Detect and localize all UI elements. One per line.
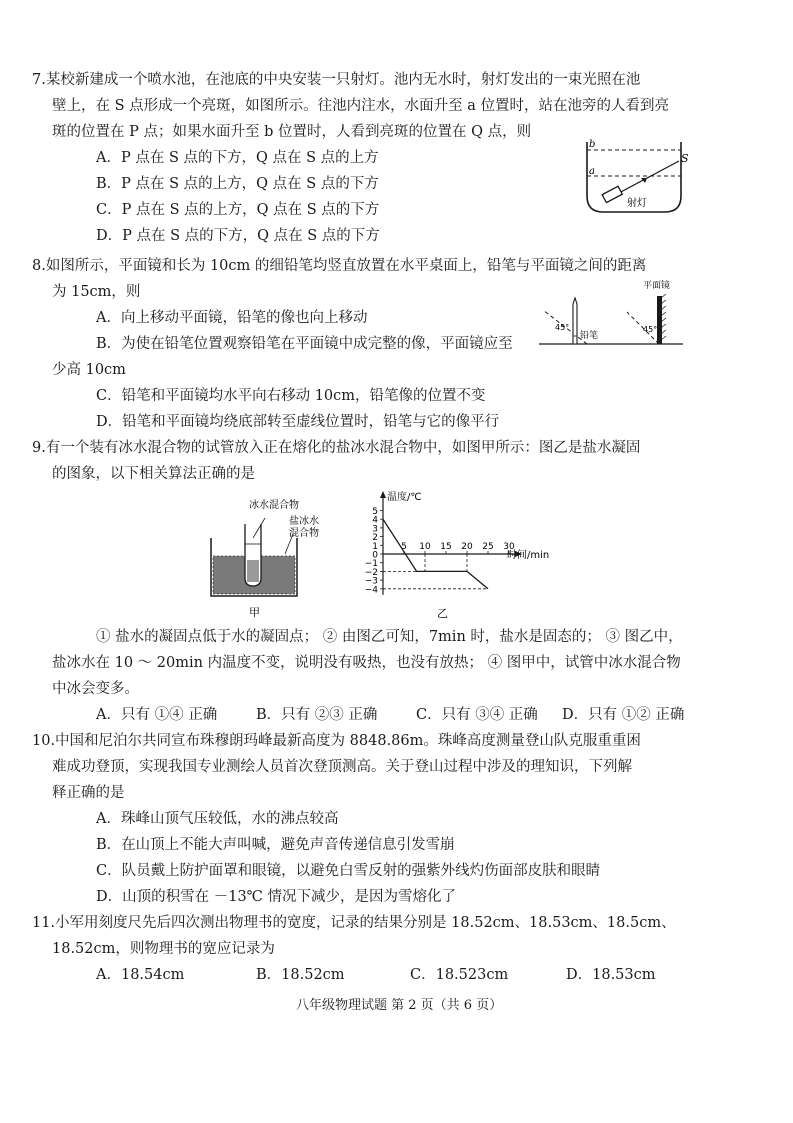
q9-statement-line-1: ① 盐水的凝固点低于水的凝固点； ② 由图乙可知，7min 时，盐水是固态的； ③ 图乙中， (96, 629, 683, 645)
chart-y-tick-label: 1 (372, 541, 378, 552)
chart-y-tick-label: 0 (372, 550, 378, 561)
q7-line-3: 斑的位置在 P 点；如果水面升至 b 位置时，人看到亮斑的位置在 Q 点，则 (52, 124, 532, 140)
q7-line-1: 7.某校新建成一个喷水池，在池底的中央安装一只射灯。池内无水时，射灯发出的一束光照在池 (32, 72, 641, 88)
q9-statement-line-2: 盐冰水在 10 ～ 20min 内温度不变，说明没有吸热，也没有放热； ④ 图甲中，试管中冰水混合物 (52, 655, 681, 671)
chart-x-tick-label: 20 (461, 542, 473, 552)
q7-fig-label-b: b (589, 139, 596, 150)
q9-fig-jia-caption: 甲 (249, 606, 260, 619)
q9-statement-line-3: 中冰会变多。 (52, 681, 139, 697)
q8-option-b-line-2: 少高 10cm (52, 362, 126, 378)
q7-option-a: A．P 点在 S 点的下方，Q 点在 S 点的上方 (96, 150, 379, 166)
q9-line-2: 的图象，以下相关算法正确的是 (52, 466, 255, 482)
q10-line-3: 释正确的是 (52, 785, 125, 801)
q7-line-2: 壁上，在 S 点形成一个亮斑，如图所示。往池内注水，水面升至 a 位置时，站在池旁的人看到亮 (52, 98, 670, 114)
q9-fig-jia-ice-label: 冰水混合物 (249, 500, 299, 511)
q7-fig-label-a: a (589, 166, 595, 177)
q7-option-d: D．P 点在 S 点的下方，Q 点在 S 点的下方 (96, 228, 380, 244)
q10-line-2: 难成功登顶，实现我国专业测绘人员首次登顶测高。关于登山过程中涉及的理知识，下列解 (52, 759, 632, 775)
q7-option-b: B．P 点在 S 点的上方，Q 点在 S 点的下方 (96, 176, 379, 192)
chart-y-tick-label: −1 (364, 559, 378, 570)
q10-option-a: A．珠峰山顶气压较低，水的沸点较高 (96, 811, 339, 827)
q7-pool-figure (575, 138, 695, 218)
q9-option-a: A．只有 ①④ 正确 (96, 707, 218, 723)
chart-x-tick-label: 30 (503, 542, 515, 552)
chart-x-tick-label: 5 (401, 542, 407, 552)
chart-x-axis-label: 时间/min (507, 550, 550, 561)
chart-y-axis-label: 温度/℃ (387, 492, 422, 503)
q8-option-a: A．向上移动平面镜，铅笔的像也向上移动 (96, 310, 368, 326)
q9-figure-yi-chart (365, 488, 565, 623)
q10-option-b: B．在山顶上不能大声叫喊，避免声音传递信息引发雪崩 (96, 837, 455, 853)
chart-x-tick-label: 10 (419, 542, 431, 552)
chart-y-tick-label: 4 (372, 515, 378, 526)
q7-option-c: C．P 点在 S 点的上方，Q 点在 S 点的下方 (96, 202, 380, 218)
q8-fig-angle-left: 45° (555, 323, 570, 332)
q8-fig-label-mirror: 平面镜 (643, 281, 671, 291)
chart-x-tick-label: 25 (482, 542, 494, 552)
q10-option-d: D．山顶的积雪在 －13℃ 情况下减少，是因为雪熔化了 (96, 889, 457, 905)
q11-option-c: C．18.523cm (410, 967, 509, 983)
chart-y-tick-label: 5 (372, 507, 378, 517)
q8-mirror-figure (535, 282, 685, 352)
q11-option-d: D．18.53cm (566, 967, 656, 983)
chart-x-tick-label: 15 (440, 542, 452, 552)
chart-y-tick-label: 2 (372, 533, 378, 544)
q10-option-c: C．队员戴上防护面罩和眼镜，以避免白雪反射的强紫外线灼伤面部皮肤和眼睛 (96, 863, 601, 879)
q9-fig-yi-caption: 乙 (437, 607, 448, 620)
q9-fig-jia-salt-label-1: 盐冰水 (289, 516, 319, 527)
q8-option-b-line-1: B．为使在铅笔位置观察铅笔在平面镜中成完整的像，平面镜应至 (96, 336, 513, 352)
q8-line-1: 8.如图所示，平面镜和长为 10cm 的细铅笔均竖直放置在水平桌面上，铅笔与平面镜之间的距离 (32, 258, 647, 274)
chart-y-tick-label: −2 (364, 567, 378, 578)
q9-option-d: D．只有 ①② 正确 (562, 707, 685, 723)
q9-line-1: 9.有一个装有冰水混合物的试管放入正在熔化的盐冰水混合物中，如图甲所示：图乙是盐水凝固 (32, 440, 641, 456)
chart-y-tick-label: 3 (372, 524, 378, 535)
q8-fig-label-pencil: 铅笔 (580, 331, 599, 341)
q9-figure-jia (205, 494, 319, 622)
q11-option-a: A．18.54cm (96, 967, 185, 983)
chart-y-tick-label: −4 (364, 585, 378, 596)
q9-option-b: B．只有 ②③ 正确 (256, 707, 378, 723)
q11-option-b: B．18.52cm (256, 967, 345, 983)
chart-y-axis-arrow (380, 491, 386, 498)
q9-option-c: C．只有 ③④ 正确 (416, 707, 538, 723)
q8-option-d: D．铅笔和平面镜均绕底部转至虚线位置时，铅笔与它的像平行 (96, 414, 500, 430)
q9-fig-jia-salt-label-2: 混合物 (289, 528, 319, 539)
q8-line-2: 为 15cm，则 (52, 284, 141, 300)
q10-line-1: 10.中国和尼泊尔共同宣布珠穆朗玛峰最新高度为 8848.86m。珠峰高度测量登山队克服重重困 (32, 733, 641, 749)
q7-fig-label-lamp: 射灯 (627, 198, 647, 209)
q7-fig-label-s: S (681, 152, 689, 165)
chart-y-tick-label: −3 (364, 576, 378, 587)
q8-option-c: C．铅笔和平面镜均水平向右移动 10cm，铅笔像的位置不变 (96, 388, 486, 404)
q11-line-1: 11.小军用刻度尺先后四次测出物理书的宽度，记录的结果分别是 18.52cm、18.53cm、18.5cm、 (32, 915, 676, 931)
q8-fig-angle-right: 45° (643, 325, 658, 334)
q11-line-2: 18.52cm，则物理书的宽应记录为 (52, 941, 275, 957)
page-footer: 八年级物理试题 第 2 页（共 6 页） (296, 998, 503, 1013)
